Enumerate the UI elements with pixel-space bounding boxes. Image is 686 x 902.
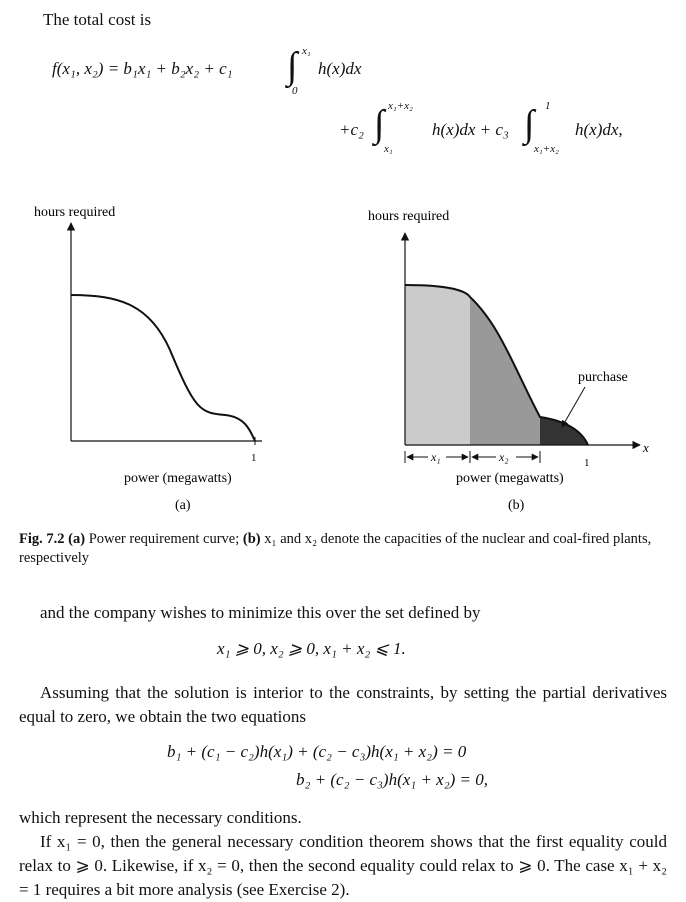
figure-caption	[19, 530, 667, 568]
paragraph-4: If x₁ = 0, then the general necessary condition theorem shows that the first equality could relax to ⩾ 0. Likewise, if x₂ = 0, then the second equality could relax to ⩾ 0. The case x₁ + x₂ = 1 requires a bit more analysis (see Exercise 2).	[19, 832, 667, 899]
constraints-equation: x₁ ⩾ 0, x₂ ⩾ 0, x₁ + x₂ ⩽ 1.	[217, 639, 406, 658]
integral-3-upper: 1	[545, 100, 551, 112]
caption-text-a: Power requirement curve;	[85, 531, 243, 547]
figure-7-2	[0, 195, 686, 520]
integral-1-integrand: h(x)dx	[318, 59, 362, 78]
integral-2-lower: x₁	[384, 143, 393, 155]
panel-b-axis-label: x	[643, 440, 649, 455]
panel-a-curve	[71, 295, 255, 441]
intro-text: The total cost is	[43, 10, 152, 29]
caption-b: (b)	[242, 531, 261, 547]
panel-a-tick-label: 1	[251, 452, 257, 464]
panel-b	[368, 209, 649, 513]
region-coal	[470, 297, 540, 445]
purchase-arrow	[562, 387, 585, 427]
integral-sign-3: ∫	[524, 103, 535, 145]
panel-b-tag: (b)	[508, 498, 525, 513]
region-purchase	[540, 417, 588, 445]
purchase-label: purchase	[578, 370, 628, 385]
integral-3-integrand: h(x)dx,	[575, 120, 623, 139]
equation-line2-prefix: +c₂	[339, 120, 364, 139]
caption-text-b: x₁ and x₂ denote the capacities of the nuclear and coal-fired plants, respectively	[19, 531, 652, 566]
integral-sign-2: ∫	[374, 103, 385, 145]
integral-2-upper: x₁+x₂	[388, 100, 413, 112]
caption-label: Fig. 7.2	[19, 531, 65, 547]
x2-label: x₂	[499, 450, 509, 464]
panel-b-xlabel: power (megawatts)	[456, 471, 564, 486]
panel-b-ylabel: hours required	[368, 209, 450, 224]
panel-a	[34, 205, 262, 513]
integral-3-lower: x₁+x₂	[534, 143, 559, 155]
integral-1-upper: x₁	[302, 45, 311, 57]
panel-a-ylabel: hours required	[34, 205, 116, 220]
paragraph-2: Assuming that the solution is interior to the constraints, by setting the partial derivatives equal to zero, we obtain the two equations	[19, 683, 667, 726]
integral-1-lower: 0	[292, 85, 298, 97]
equation-lhs: f(x₁, x₂) = b₁x₁ + b₂x₂ + c₁	[52, 59, 233, 78]
equation-condition-1: b₁ + (c₁ − c₂)h(x₁) + (c₂ − c₃)h(x₁ + x₂) = 0	[167, 742, 467, 761]
equation-condition-2: b₂ + (c₂ − c₃)h(x₁ + x₂) = 0,	[296, 770, 489, 789]
paragraph-1: and the company wishes to minimize this over the set defined by	[40, 603, 481, 622]
paragraph-3: which represent the necessary conditions.	[19, 808, 302, 827]
integral-2-integrand: h(x)dx + c₃	[432, 120, 509, 139]
panel-a-tag: (a)	[175, 498, 191, 513]
region-nuclear	[405, 285, 470, 445]
x1-label: x₁	[431, 450, 441, 464]
panel-a-xlabel: power (megawatts)	[124, 471, 232, 486]
integral-sign-1: ∫	[287, 45, 298, 87]
panel-b-tick-label: 1	[584, 457, 590, 469]
caption-a: (a)	[68, 531, 86, 547]
